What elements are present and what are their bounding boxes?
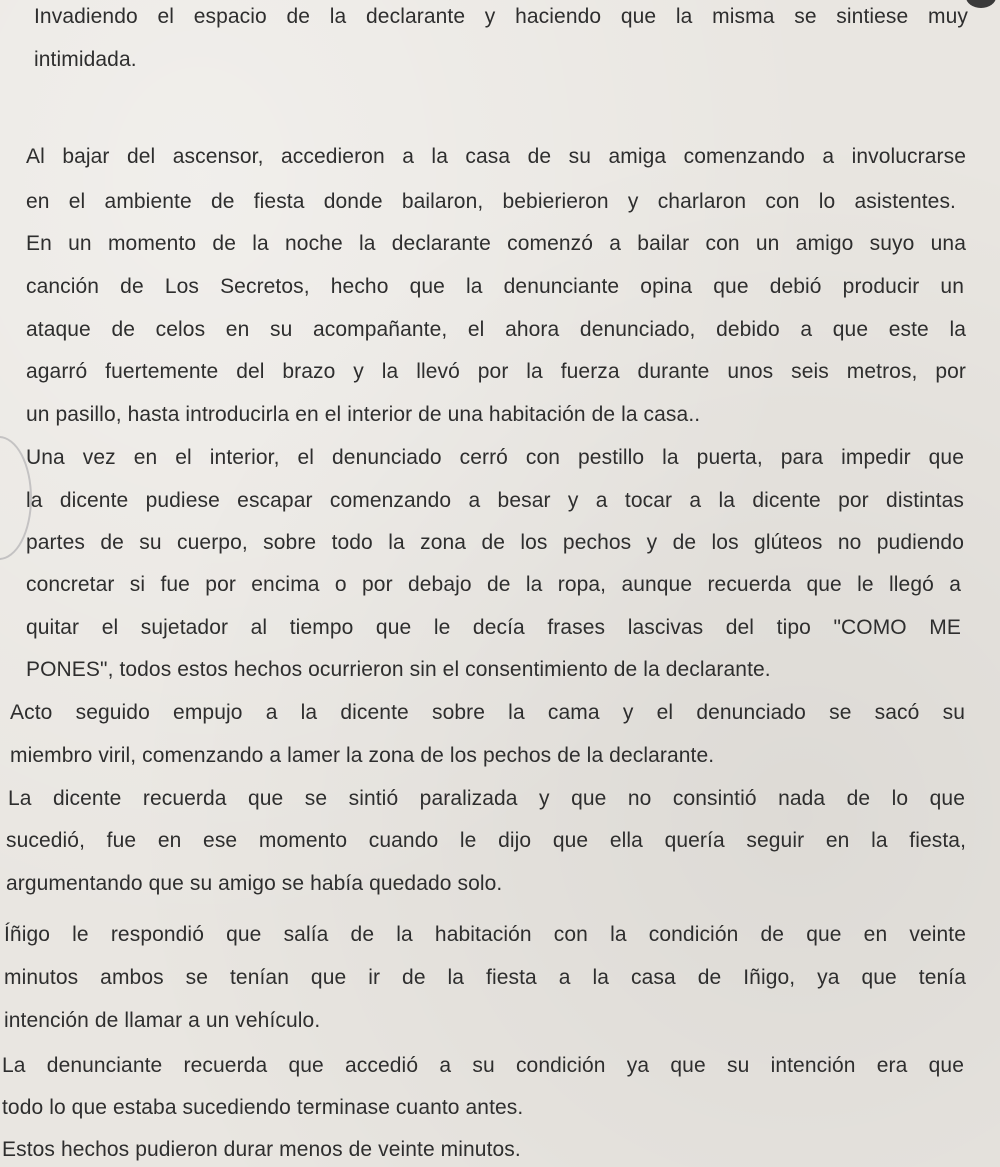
- text-line: PONES", todos estos hechos ocurrieron sin el consentimiento de la declarante.: [26, 658, 771, 681]
- text-line: concretar si fue por encima o por debajo de la ropa, aunque recuerda que le llegó a: [26, 573, 961, 596]
- text-line: quitar el sujetador al tiempo que le decía frases lascivas del tipo "COMO ME: [26, 616, 961, 639]
- text-line: en el ambiente de fiesta donde bailaron, bebierieron y charlaron con lo asistentes.: [26, 190, 956, 213]
- text-line: intimidada.: [34, 48, 137, 71]
- text-line: la dicente pudiese escapar comenzando a besar y a tocar a la dicente por distintas: [26, 489, 964, 512]
- text-line: Una vez en el interior, el denunciado cerró con pestillo la puerta, para impedir que: [26, 446, 964, 469]
- text-line: canción de Los Secretos, hecho que la denunciante opina que debió producir un: [26, 275, 964, 298]
- text-line: sucedió, fue en ese momento cuando le dijo que ella quería seguir en la fiesta,: [6, 829, 966, 852]
- corner-mark: [966, 0, 996, 8]
- text-line: todo lo que estaba sucediendo terminase cuanto antes.: [2, 1096, 524, 1119]
- text-line: intención de llamar a un vehículo.: [4, 1009, 321, 1032]
- text-line: agarró fuertemente del brazo y la llevó por la fuerza durante unos seis metros, por: [26, 360, 966, 383]
- text-line: La dicente recuerda que se sintió paralizada y que no consintió nada de lo que: [8, 787, 965, 810]
- text-line: Acto seguido empujo a la dicente sobre la cama y el denunciado se sacó su: [10, 701, 965, 724]
- text-line: ataque de celos en su acompañante, el ahora denunciado, debido a que este la: [26, 318, 966, 341]
- text-line: Estos hechos pudieron durar menos de veinte minutos.: [2, 1138, 521, 1161]
- text-line: En un momento de la noche la declarante comenzó a bailar con un amigo suyo una: [26, 232, 966, 255]
- text-line: un pasillo, hasta introducirla en el interior de una habitación de la casa..: [26, 403, 701, 426]
- text-line: miembro viril, comenzando a lamer la zona de los pechos de la declarante.: [10, 744, 715, 767]
- text-line: minutos ambos se tenían que ir de la fiesta a la casa de Iñigo, ya que tenía: [4, 966, 966, 989]
- text-line: argumentando que su amigo se había quedado solo.: [6, 872, 503, 895]
- text-line: partes de su cuerpo, sobre todo la zona de los pechos y de los glúteos no pudiendo: [26, 531, 964, 554]
- text-line: La denunciante recuerda que accedió a su condición ya que su intención era que: [2, 1054, 964, 1077]
- text-line: Al bajar del ascensor, accedieron a la casa de su amiga comenzando a involucrarse: [26, 145, 966, 168]
- text-line: Íñigo le respondió que salía de la habitación con la condición de que en veinte: [4, 923, 966, 946]
- text-line: Invadiendo el espacio de la declarante y haciendo que la misma se sintiese muy: [34, 5, 968, 28]
